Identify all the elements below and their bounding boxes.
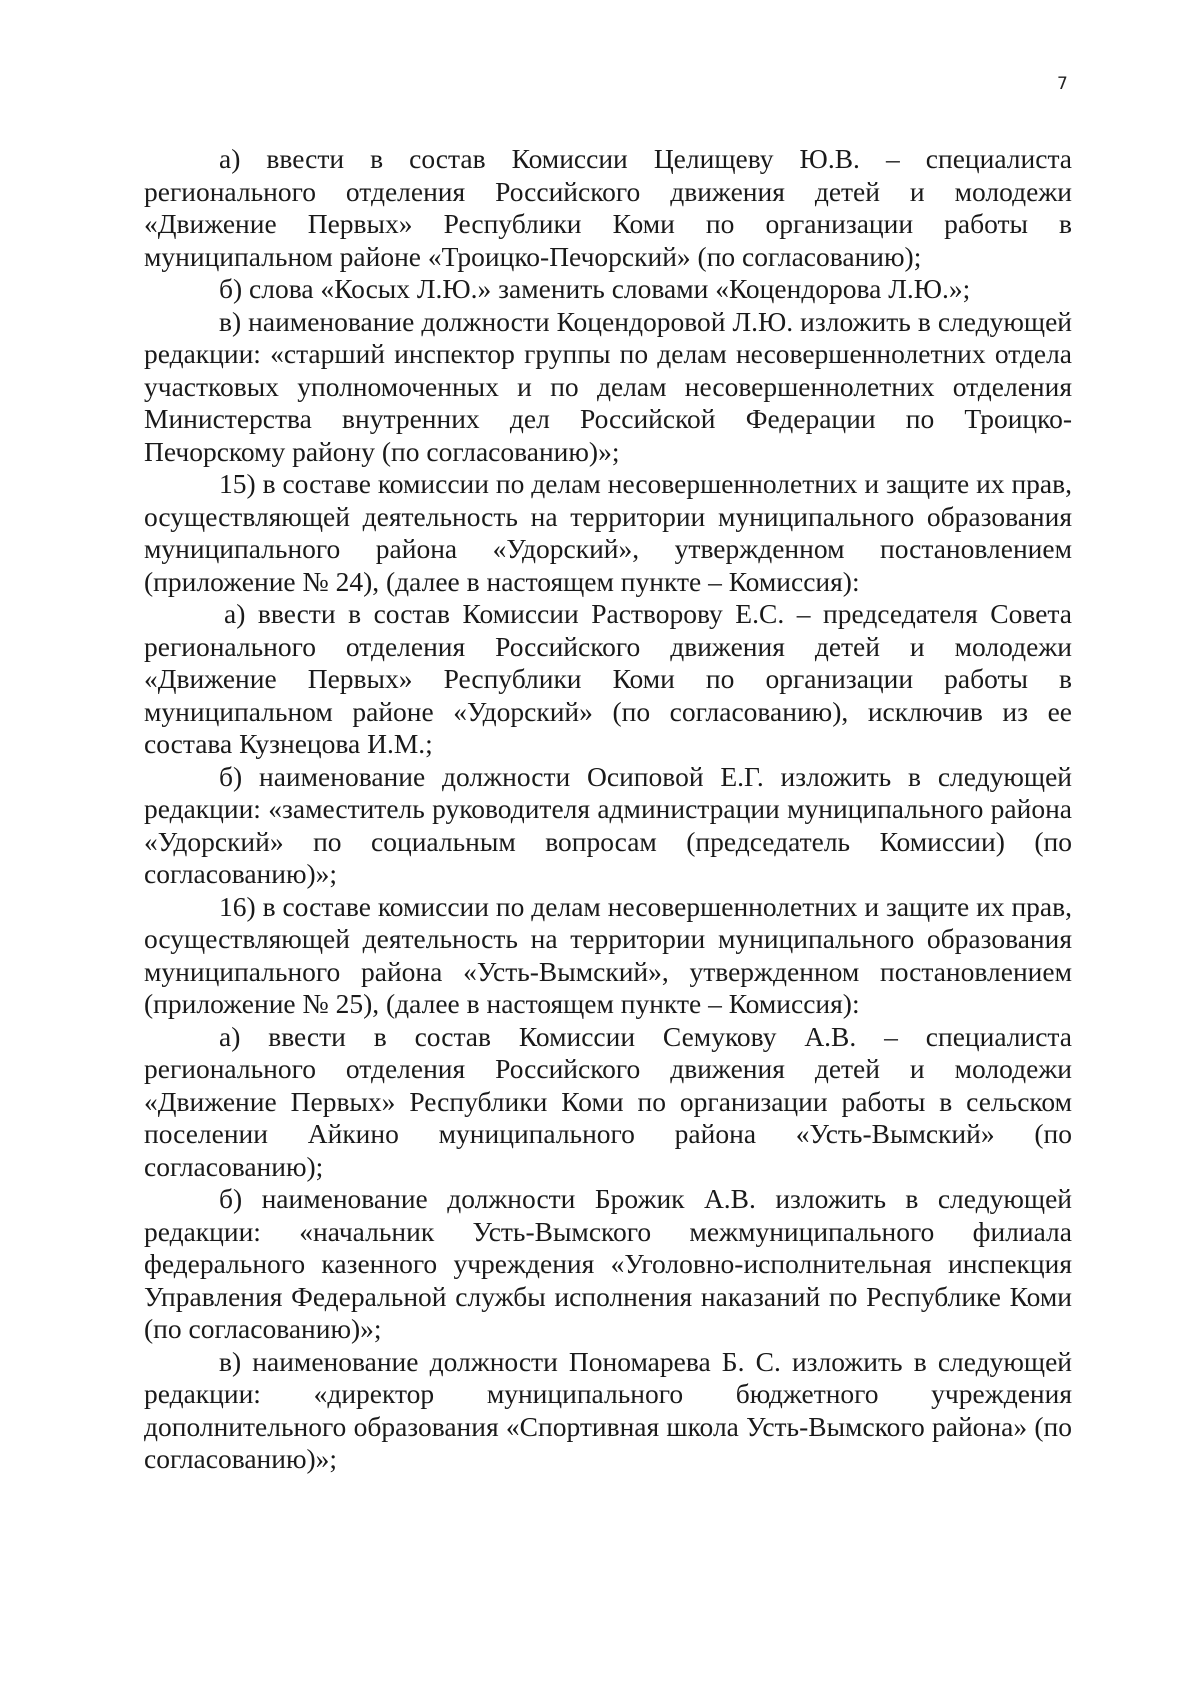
- page-number: 7: [1057, 74, 1068, 94]
- paragraph-item-v-kotsendorova: в) наименование должности Коцендоровой Л.Ю. изложить в следующей редакции: «старший инспектор группы по делам несовершеннолетних отдела участковых уполномоченных и по делам несовершеннолетних отделения Министерства внутренних дел Российской Федерации по Троицко-Печорскому району (по согласованию)»;: [144, 305, 1072, 467]
- paragraph-point-15: 15) в составе комиссии по делам несовершеннолетних и защите их прав, осуществляющей деятельность на территории муниципального образования муниципального района «Удорский», утвержденном постановлением (приложение № 24), (далее в настоящем пункте – Комиссия):: [144, 468, 1072, 597]
- paragraph-point-16: 16) в составе комиссии по делам несовершеннолетних и защите их прав, осуществляющей деятельность на территории муниципального образования муниципального района «Усть-Вымский», утвержденном постановлением (приложение № 25), (далее в настоящем пункте – Комиссия):: [144, 890, 1072, 1019]
- paragraph-item-v-ponomarev: в) наименование должности Пономарева Б. С. изложить в следующей редакции: «директор муниципального бюджетного учреждения дополнительного образования «Спортивная школа Усть-Вымского района» (по согласованию)»;: [144, 1345, 1072, 1474]
- paragraph-item-b-osipova: б) наименование должности Осиповой Е.Г. изложить в следующей редакции: «заместитель руководителя администрации муниципального района «Удорский» по социальным вопросам (председатель Комиссии) (по согласованию)»;: [144, 760, 1072, 889]
- paragraph-item-b-kosykh: б) слова «Косых Л.Ю.» заменить словами «Коцендорова Л.Ю.»;: [219, 273, 971, 304]
- paragraph-item-a-semukova: а) ввести в состав Комиссии Семукову А.В. – специалиста регионального отделения Российского движения детей и молодежи «Движение Первых» Республики Коми по организации работы в сельском поселении Айкино муниципального района «Усть-Вымский» (по согласованию);: [144, 1020, 1072, 1182]
- document-body: [144, 143, 1072, 1476]
- paragraph-item-a-rastvorova: а) ввести в состав Комиссии Растворову Е.С. – председателя Совета регионального отделения Российского движения детей и молодежи «Движение Первых» Республики Коми по организации работы в муниципальном районе «Удорский» (по согласованию), исключив из ее состава Кузнецова И.М.;: [144, 598, 1072, 759]
- paragraph-item-a-tsel: а) ввести в состав Комиссии Целищеву Ю.В. – специалиста регионального отделения Российского движения детей и молодежи «Движение Первых» Республики Коми по организации работы в муниципальном районе «Троицко-Печорский» (по согласованию);: [144, 143, 1072, 272]
- paragraph-item-b-brozhik: б) наименование должности Брожик А.В. изложить в следующей редакции: «начальник Усть-Вымского межмуниципального филиала федерального казенного учреждения «Уголовно-исполнительная инспекция Управления Федеральной службы исполнения наказаний по Республике Коми (по согласованию)»;: [144, 1183, 1072, 1344]
